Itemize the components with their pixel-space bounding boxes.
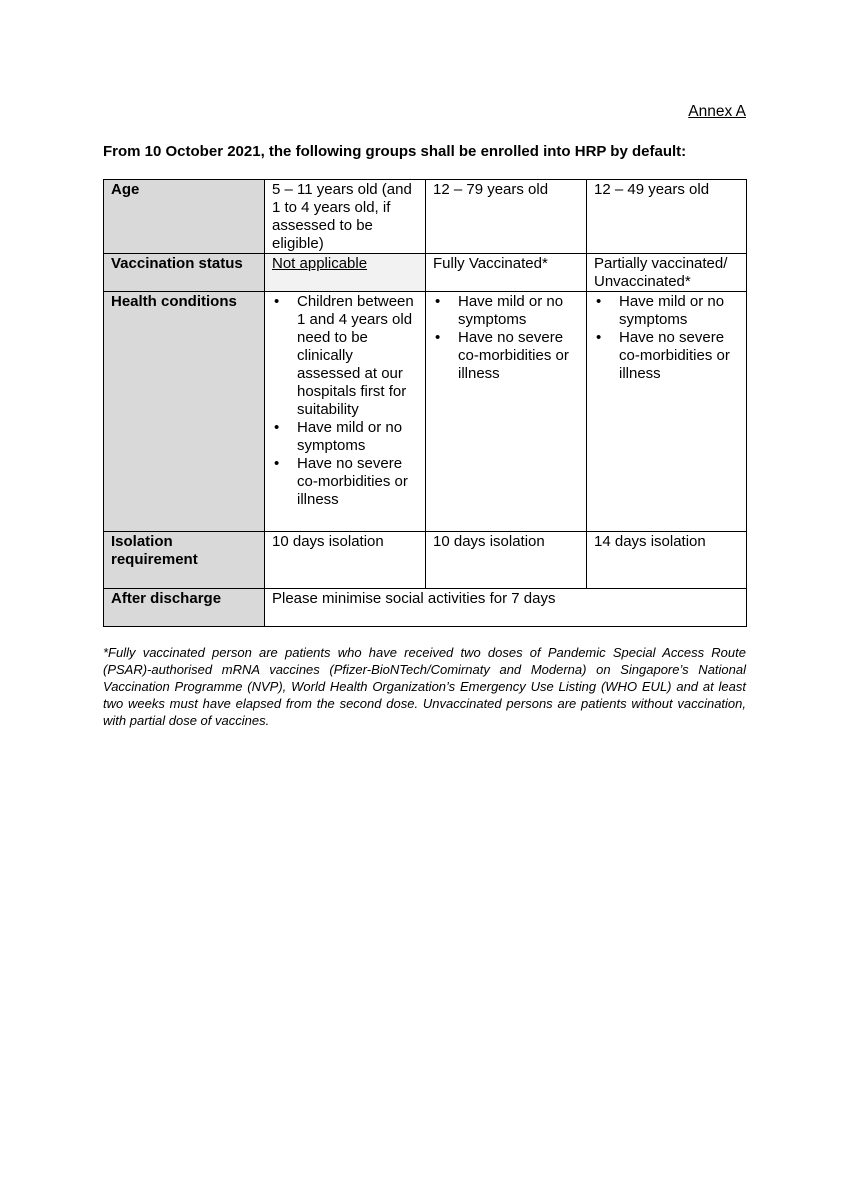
health-list-group-3	[594, 293, 739, 383]
health-cell-group-3	[587, 292, 747, 532]
vaccination-cell-group-3: Partially vaccinated/ Unvaccinated*	[587, 254, 747, 292]
hrp-eligibility-table	[103, 179, 747, 627]
table-row-vaccination	[104, 254, 747, 292]
list-item: • Have mild or no symptoms	[272, 419, 418, 455]
discharge-cell: Please minimise social activities for 7 days	[265, 589, 747, 627]
row-header-age: Age	[104, 180, 265, 254]
vaccination-cell-group-2: Fully Vaccinated*	[426, 254, 587, 292]
age-cell-group-3: 12 – 49 years old	[587, 180, 747, 254]
age-cell-group-2: 12 – 79 years old	[426, 180, 587, 254]
table-row-discharge	[104, 589, 747, 627]
isolation-cell-group-3: 14 days isolation	[587, 532, 747, 589]
list-item: • Have no severe co-morbidities or illness	[594, 329, 739, 383]
age-cell-group-1: 5 – 11 years old (and 1 to 4 years old, if assessed to be eligible)	[265, 180, 426, 254]
page-heading: From 10 October 2021, the following groups shall be enrolled into HRP by default:	[103, 143, 687, 160]
list-item: • Have no severe co-morbidities or illness	[433, 329, 579, 383]
vaccination-not-applicable: Not applicable	[272, 255, 368, 272]
vaccination-cell-group-1	[265, 254, 426, 292]
row-header-health: Health conditions	[104, 292, 265, 532]
health-cell-group-1	[265, 292, 426, 532]
list-item: • Have mild or no symptoms	[594, 293, 739, 329]
health-list-group-1	[272, 293, 418, 509]
table-row-isolation	[104, 532, 747, 589]
health-list-group-2	[433, 293, 579, 383]
list-item: • Have mild or no symptoms	[433, 293, 579, 329]
row-header-vaccination: Vaccination status	[104, 254, 265, 292]
health-cell-group-2	[426, 292, 587, 532]
list-item: • Children between 1 and 4 years old need to be clinically assessed at our hospitals first for suitability	[272, 293, 418, 419]
annex-label: Annex A	[688, 103, 746, 120]
isolation-cell-group-2: 10 days isolation	[426, 532, 587, 589]
list-item: • Have no severe co-morbidities or illness	[272, 455, 418, 509]
table-row-health	[104, 292, 747, 532]
table-row-age	[104, 180, 747, 254]
footnote: *Fully vaccinated person are patients who have received two doses of Pandemic Special Access Route (PSAR)-authorised mRNA vaccines (Pfizer-BioNTech/Comirnaty and Moderna) on Singapore’s National Vaccination Programme (NVP), World Health Organization’s Emergency Use Listing (WHO EUL) and at least two weeks must have elapsed from the second dose. Unvaccinated persons are patients without vaccination, with partial dose of vaccines.	[103, 645, 746, 728]
row-header-isolation: Isolation requirement	[104, 532, 265, 589]
isolation-cell-group-1: 10 days isolation	[265, 532, 426, 589]
row-header-discharge: After discharge	[104, 589, 265, 627]
